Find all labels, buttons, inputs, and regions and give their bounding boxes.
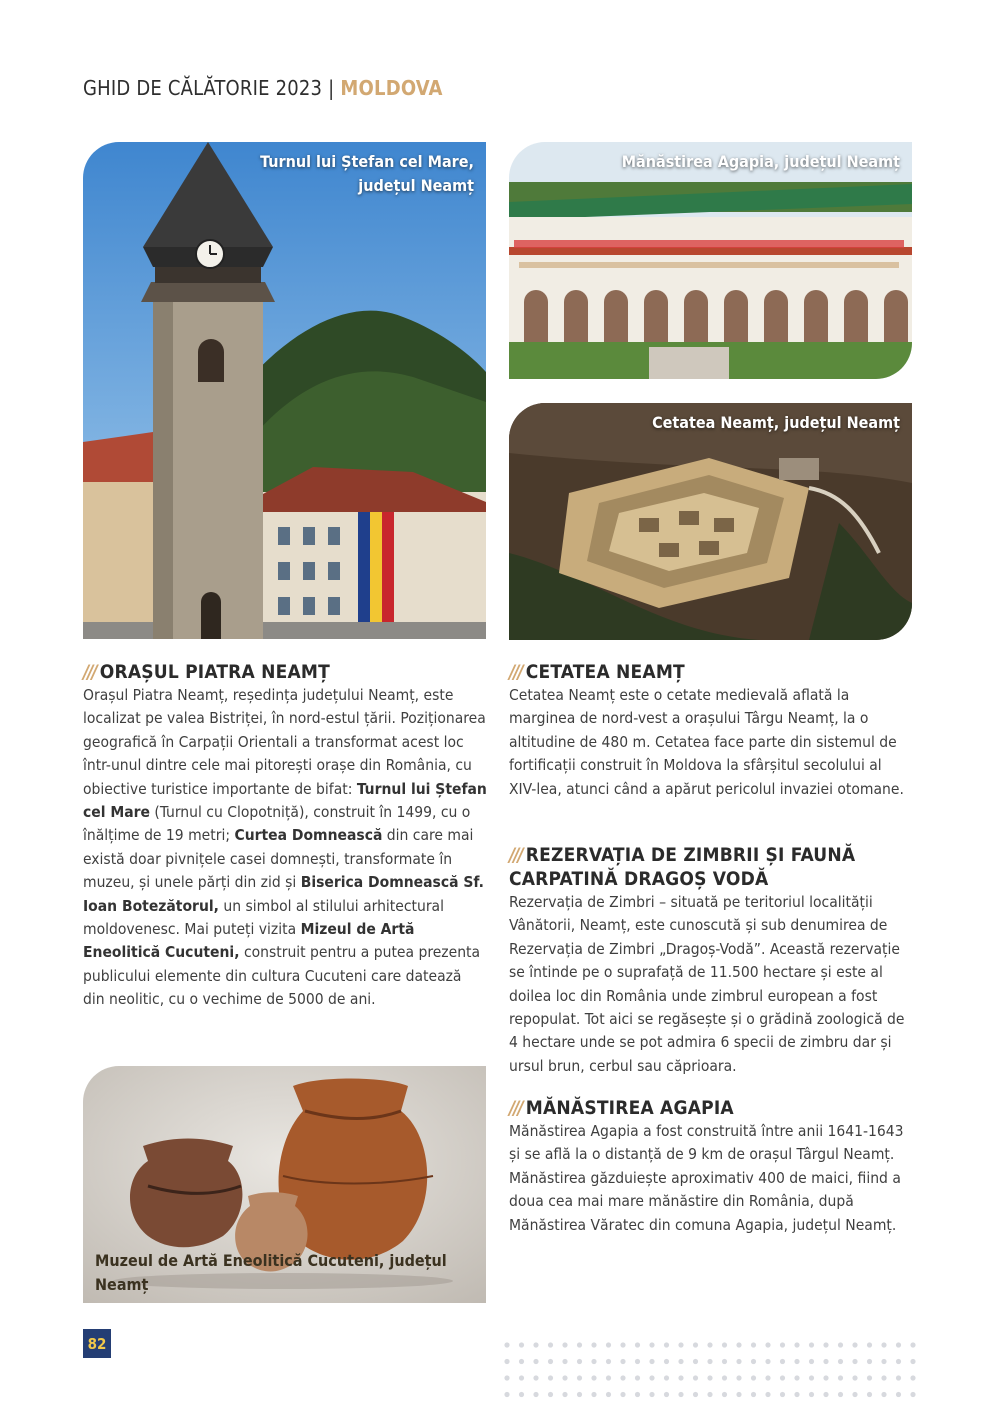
decor-dot: [838, 1359, 843, 1364]
decor-dot: [722, 1375, 727, 1380]
body-text: construit pentru a putea prezenta publicului elemente din cultura Cucuteni care datează din neolitic, cu o vechime de 5000 de ani.: [83, 943, 481, 1009]
decor-dot: [881, 1375, 886, 1380]
decor-dot: [678, 1392, 683, 1397]
decor-dot: [707, 1359, 712, 1364]
decor-dot: [533, 1342, 538, 1347]
decor-dot: [896, 1359, 901, 1364]
section-title-text: MĂNĂSTIREA AGAPIA: [525, 1097, 734, 1119]
section-body: Cetatea Neamț este o cetate medievală aflată la marginea de nord-vest a orașului Târgu Neamț, la o altitudine de 480 m. Cetatea face parte din sistemul de fortificații construit în Moldova la sfârșitul secolului al XIV-lea, atunci când a apărut pericolul invaziei otomane.: [509, 686, 904, 798]
decor-dot: [780, 1342, 785, 1347]
decor-dot: [620, 1392, 625, 1397]
decor-dot: [562, 1375, 567, 1380]
section-piatra-neamt: [83, 660, 487, 1012]
decor-dot: [867, 1375, 872, 1380]
decor-dot: [562, 1392, 567, 1397]
decor-dot: [823, 1359, 828, 1364]
decor-dot: [852, 1375, 857, 1380]
section-body: Rezervația de Zimbri – situată pe teritoriul localității Vânătorii, Neamț, este cunoscută și sub denumirea de Rezervația de Zimbri „Dragoș-Vodă”. Această rezervație se întinde pe o suprafață de 11.500 hectare și este al doilea loc din România unde zimbrul european a fost repopulat. Tot aici se regăsește și o grădină zoologică de 4 hectare unde se pot admira 6 specii de zimbru dar și ursul brun, cerbul sau căprioara.: [509, 893, 905, 1075]
decor-dot: [548, 1359, 553, 1364]
decor-dot: [693, 1359, 698, 1364]
section-rezervatia-zimbri: [509, 843, 913, 1078]
decor-dot: [533, 1375, 538, 1380]
decor-dot: [533, 1392, 538, 1397]
header-separator: |: [328, 76, 335, 100]
running-header: [83, 76, 443, 100]
decor-dot: [809, 1342, 814, 1347]
section-body: Mănăstirea Agapia a fost construită între anii 1641-1643 și se află la o distanță de 9 km de orașul Târgul Neamț. Mănăstirea găzduiește aproximativ 400 de maici, fiind a doua cea mai mare mănăstire din România, după Mănăstirea Văratec din comuna Agapia, județul Neamț.: [509, 1122, 904, 1234]
decor-dot: [780, 1392, 785, 1397]
decor-dot: [809, 1392, 814, 1397]
decor-dot: [823, 1342, 828, 1347]
section-title: [509, 660, 913, 684]
decor-dot: [794, 1342, 799, 1347]
decor-dot: [838, 1392, 843, 1397]
decor-dot: [838, 1342, 843, 1347]
decor-dot: [620, 1375, 625, 1380]
decor-dot: [751, 1342, 756, 1347]
decorative-dot-grid: [503, 1340, 923, 1400]
decor-dot: [519, 1392, 524, 1397]
decor-dot: [881, 1359, 886, 1364]
decor-dot: [577, 1375, 582, 1380]
decor-dot: [751, 1359, 756, 1364]
decor-dot: [693, 1375, 698, 1380]
section-title: [83, 660, 487, 684]
decor-dot: [548, 1375, 553, 1380]
title-accent-slashes: ///: [83, 661, 96, 683]
decor-dot: [606, 1375, 611, 1380]
decor-dot: [504, 1359, 509, 1364]
section-title-line2: CARPATINĂ DRAGOȘ VODĂ: [509, 868, 769, 890]
decor-dot: [664, 1359, 669, 1364]
decor-dot: [751, 1392, 756, 1397]
guide-title: GHID DE CĂLĂTORIE 2023: [83, 76, 323, 100]
cetatea-caption: Cetatea Neamț, județul Neamț: [652, 413, 900, 432]
agapia-caption: Mănăstirea Agapia, județul Neamț: [621, 152, 900, 171]
decor-dot: [693, 1342, 698, 1347]
photo-cetatea: [509, 403, 912, 640]
decor-dot: [678, 1342, 683, 1347]
decor-dot: [910, 1392, 915, 1397]
decor-dot: [577, 1342, 582, 1347]
decor-dot: [635, 1392, 640, 1397]
decor-dot: [678, 1359, 683, 1364]
decor-dot: [591, 1392, 596, 1397]
decor-dot: [765, 1392, 770, 1397]
decor-dot: [736, 1359, 741, 1364]
decor-dot: [852, 1392, 857, 1397]
decor-dot: [838, 1375, 843, 1380]
section-cetatea-neamt: [509, 660, 913, 801]
decor-dot: [548, 1392, 553, 1397]
decor-dot: [765, 1359, 770, 1364]
decor-dot: [765, 1342, 770, 1347]
decor-dot: [577, 1392, 582, 1397]
decor-dot: [867, 1392, 872, 1397]
decor-dot: [852, 1342, 857, 1347]
decor-dot: [794, 1359, 799, 1364]
cucuteni-caption: Muzeul de Artă Eneolitică Cucuteni, județul Neamț: [95, 1251, 447, 1294]
decor-dot: [664, 1392, 669, 1397]
decor-dot: [896, 1392, 901, 1397]
decor-dot: [606, 1359, 611, 1364]
decor-dot: [504, 1375, 509, 1380]
tower-caption-line2: județul Neamț: [358, 176, 474, 195]
tower-caption-line1: Turnul lui Ștefan cel Mare,: [260, 152, 474, 171]
decor-dot: [591, 1342, 596, 1347]
section-title: [509, 843, 913, 891]
decor-dot: [867, 1359, 872, 1364]
region-name: MOLDOVA: [340, 76, 443, 100]
decor-dot: [591, 1359, 596, 1364]
decor-dot: [562, 1342, 567, 1347]
decor-dot: [664, 1375, 669, 1380]
decor-dot: [649, 1392, 654, 1397]
decor-dot: [649, 1342, 654, 1347]
decor-dot: [910, 1342, 915, 1347]
section-title-line1: REZERVAȚIA DE ZIMBRII ȘI FAUNĂ: [525, 844, 856, 866]
decor-dot: [519, 1359, 524, 1364]
page-number: 82: [83, 1329, 111, 1358]
decor-dot: [504, 1342, 509, 1347]
decor-dot: [881, 1342, 886, 1347]
decor-dot: [722, 1342, 727, 1347]
decor-dot: [751, 1375, 756, 1380]
decor-dot: [678, 1375, 683, 1380]
decor-dot: [620, 1342, 625, 1347]
decor-dot: [649, 1359, 654, 1364]
decor-dot: [519, 1375, 524, 1380]
decor-dot: [867, 1342, 872, 1347]
section-title-text: ORAȘUL PIATRA NEAMȚ: [99, 661, 331, 683]
decor-dot: [736, 1342, 741, 1347]
decor-dot: [548, 1342, 553, 1347]
decor-dot: [722, 1359, 727, 1364]
decor-dot: [910, 1375, 915, 1380]
section-body: [83, 684, 487, 1012]
decor-dot: [736, 1392, 741, 1397]
decor-dot: [823, 1375, 828, 1380]
decor-dot: [823, 1392, 828, 1397]
decor-dot: [881, 1392, 886, 1397]
title-accent-slashes: ///: [509, 844, 522, 866]
decor-dot: [606, 1392, 611, 1397]
title-accent-slashes: ///: [509, 661, 522, 683]
decor-dot: [707, 1392, 712, 1397]
decor-dot: [635, 1359, 640, 1364]
highlight-muzeul: Mizeul de Artă Eneolitică Cucuteni,: [83, 920, 415, 962]
highlight-curtea: Curtea Domnească: [234, 826, 383, 845]
photo-tower: [83, 142, 486, 639]
decor-dot: [809, 1375, 814, 1380]
decor-dot: [736, 1375, 741, 1380]
decor-dot: [910, 1359, 915, 1364]
decor-dot: [852, 1359, 857, 1364]
decor-dot: [591, 1375, 596, 1380]
decor-dot: [765, 1375, 770, 1380]
decor-dot: [722, 1392, 727, 1397]
body-text: (Turnul cu Clopotniță), construit în 1499, cu o înălțime de 19 metri;: [83, 803, 471, 845]
tower-caption: [260, 150, 474, 198]
decor-dot: [896, 1342, 901, 1347]
photo-cucuteni: [83, 1066, 486, 1303]
highlight-biserica: Biserica Domnească Sf. Ioan Botezătorul,: [83, 873, 484, 915]
decor-dot: [533, 1359, 538, 1364]
decor-dot: [577, 1359, 582, 1364]
decor-dot: [794, 1375, 799, 1380]
body-text: din care mai există doar pivnițele casei domnești, transformate în muzeu, și unele părți din zid și: [83, 826, 474, 892]
decor-dot: [707, 1342, 712, 1347]
title-accent-slashes: ///: [509, 1097, 522, 1119]
decor-dot: [780, 1375, 785, 1380]
body-text: Orașul Piatra Neamț, reședința județului Neamț, este localizat pe valea Bistriței, în nord-estul țării. Poziționarea geografică în Carpații Orientali a transformat acest loc într-unul dintre cele mai pitorești orașe din România, cu obiective turistice importante de bifat:: [83, 686, 486, 798]
decor-dot: [794, 1392, 799, 1397]
decor-dot: [519, 1342, 524, 1347]
body-text: un simbol al stilului arhitectural moldovenesc. Mai puteți vizita: [83, 896, 444, 939]
decor-dot: [896, 1375, 901, 1380]
decor-dot: [664, 1342, 669, 1347]
section-manastirea-agapia: [509, 1096, 913, 1237]
highlight-turnul: Turnul lui Ștefan cel Mare: [83, 779, 487, 822]
section-title: [509, 1096, 913, 1120]
decor-dot: [649, 1375, 654, 1380]
photo-agapia: [509, 142, 912, 379]
decor-dot: [606, 1342, 611, 1347]
decor-dot: [635, 1342, 640, 1347]
decor-dot: [504, 1392, 509, 1397]
decor-dot: [620, 1359, 625, 1364]
decor-dot: [635, 1375, 640, 1380]
decor-dot: [707, 1375, 712, 1380]
decor-dot: [780, 1359, 785, 1364]
section-title-text: CETATEA NEAMȚ: [525, 661, 685, 683]
decor-dot: [809, 1359, 814, 1364]
decor-dot: [562, 1359, 567, 1364]
decor-dot: [693, 1392, 698, 1397]
